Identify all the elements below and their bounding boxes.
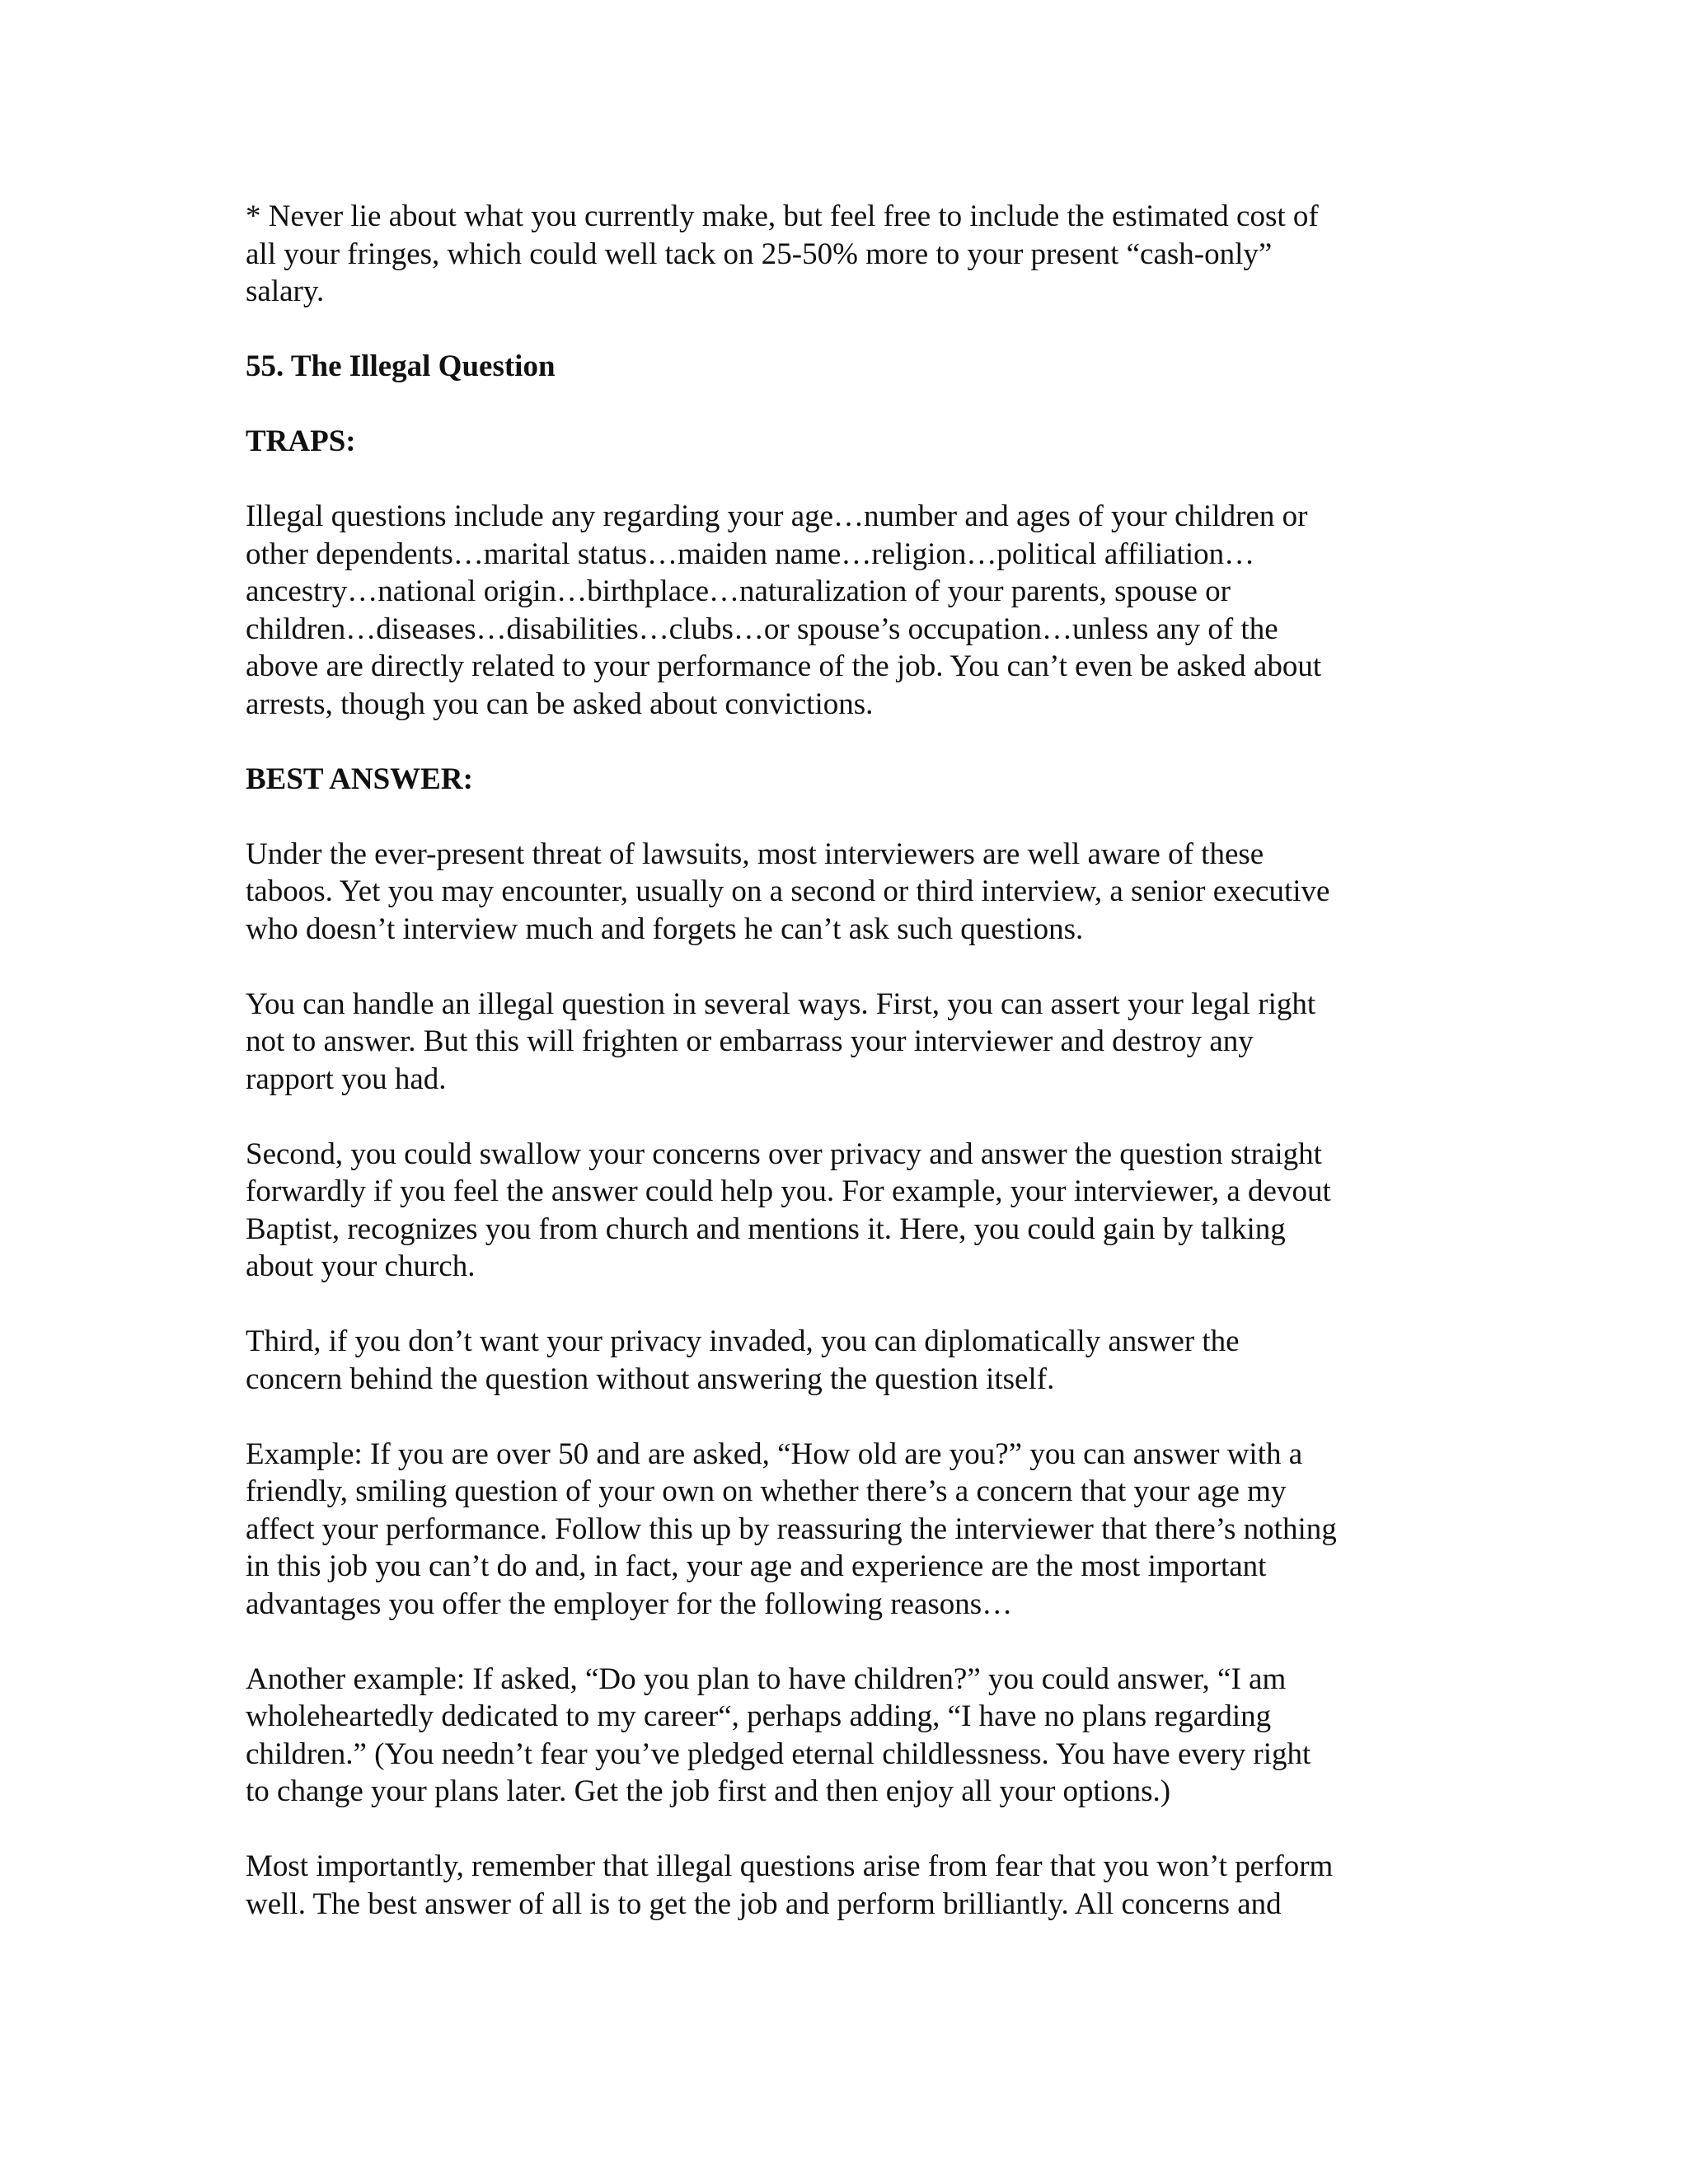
paragraph-fringes-note [246,198,1441,311]
text-line: who doesn’t interview much and forgets he can’t ask such questions. [246,912,1084,946]
text-line: Most importantly, remember that illegal questions arise from fear that you won’t perform [246,1849,1334,1883]
text-line: Under the ever-present threat of lawsuits, most interviewers are well aware of these [246,837,1264,871]
text-line: about your church. [246,1249,476,1283]
text-line: all your fringes, which could well tack on 25-50% more to your present “cash-only” [246,237,1273,271]
text-line: ancestry…national origin…birthplace…naturalization of your parents, spouse or [246,574,1231,608]
heading-question-heading [246,348,1441,386]
paragraph-example-children [246,1661,1441,1811]
text-line: Example: If you are over 50 and are asked, “How old are you?” you can answer with a [246,1436,1303,1471]
text-line: above are directly related to your performance of the job. You can’t even be asked about [246,649,1322,683]
text-line: friendly, smiling question of your own on whether there’s a concern that your age my [246,1474,1287,1508]
text-line: Baptist, recognizes you from church and mentions it. Here, you could gain by talking [246,1212,1286,1246]
text-line: Illegal questions include any regarding your age…number and ages of your children or [246,499,1308,533]
text-line: other dependents…marital status…maiden name…religion…political affiliation… [246,537,1255,571]
text-line: BEST ANSWER: [246,762,473,796]
text-line: affect your performance. Follow this up by reassuring the interviewer that there’s nothing [246,1511,1337,1546]
paragraph-closing [246,1848,1441,1923]
paragraph-answer-intro [246,836,1441,949]
text-line: Another example: If asked, “Do you plan to have children?” you could answer, “I am [246,1661,1287,1696]
text-line: 55. The Illegal Question [246,349,556,383]
text-line: advantages you offer the employer for the following reasons… [246,1586,1013,1621]
text-line: rapport you had. [246,1062,447,1096]
text-line: * Never lie about what you currently make, but feel free to include the estimated cost of [246,199,1319,233]
paragraph-answer-second [246,1136,1441,1286]
paragraph-answer-third [246,1323,1441,1398]
heading-best-answer-heading [246,761,1441,799]
paragraph-example-age [246,1436,1441,1624]
text-line: You can handle an illegal question in several ways. First, you can assert your legal right [246,987,1316,1021]
heading-traps-heading [246,423,1441,461]
text-line: concern behind the question without answering the question itself. [246,1361,1055,1396]
text-line: to change your plans later. Get the job first and then enjoy all your options.) [246,1774,1171,1808]
text-line: children.” (You needn’t fear you’ve pledged eternal childlessness. You have every right [246,1736,1311,1771]
text-line: TRAPS: [246,424,356,458]
paragraph-traps-body [246,498,1441,723]
text-line: in this job you can’t do and, in fact, your age and experience are the most important [246,1549,1267,1583]
text-line: arrests, though you can be asked about convictions. [246,687,874,721]
text-line: well. The best answer of all is to get the job and perform brilliantly. All concerns and [246,1886,1282,1921]
text-line: children…diseases…disabilities…clubs…or spouse’s occupation…unless any of the [246,612,1278,646]
text-line: wholeheartedly dedicated to my career“, perhaps adding, “I have no plans regarding [246,1699,1272,1733]
text-line: not to answer. But this will frighten or embarrass your interviewer and destroy any [246,1024,1254,1058]
document-body [246,198,1441,1923]
paragraph-answer-first [246,986,1441,1099]
text-line: Third, if you don’t want your privacy invaded, you can diplomatically answer the [246,1324,1240,1358]
text-line: forwardly if you feel the answer could help you. For example, your interviewer, a devout [246,1174,1331,1208]
text-line: salary. [246,274,325,308]
text-line: Second, you could swallow your concerns over privacy and answer the question straight [246,1137,1322,1171]
text-line: taboos. Yet you may encounter, usually on a second or third interview, a senior executive [246,874,1330,908]
